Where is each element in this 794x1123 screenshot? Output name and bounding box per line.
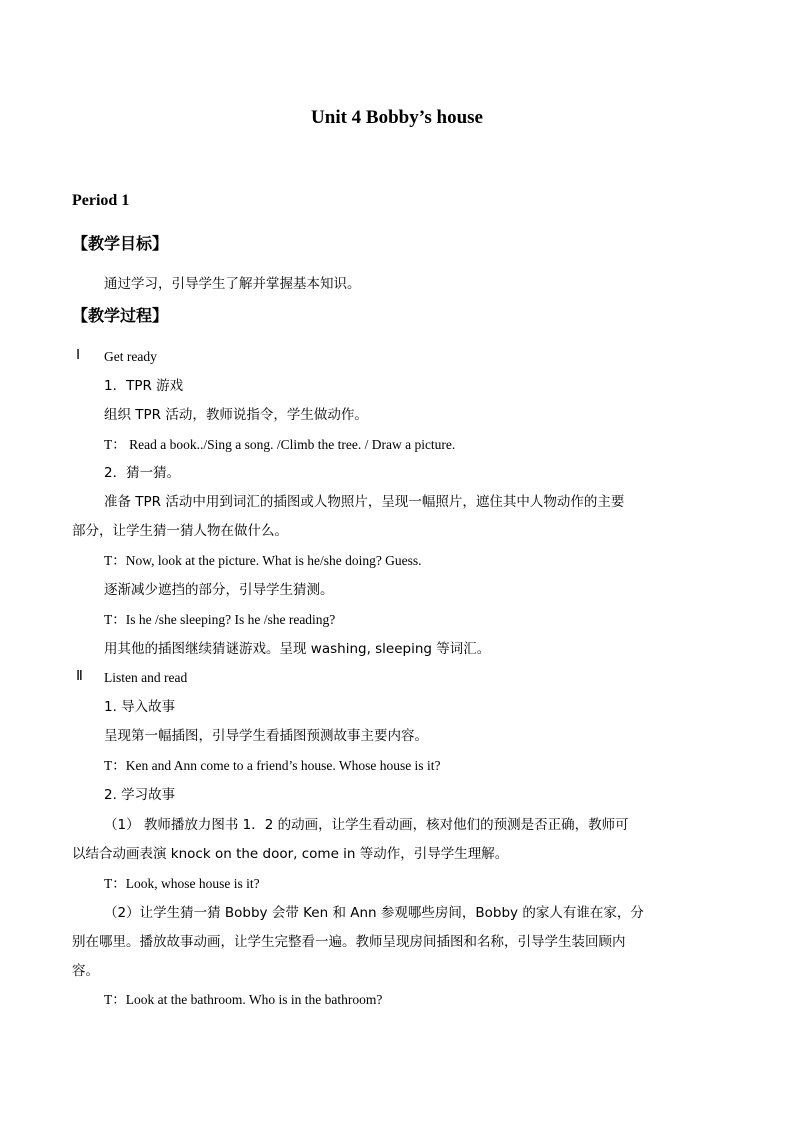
teaching-goal-text: 通过学习，引导学生了解并掌握基本知识。 (104, 276, 361, 292)
teaching-process-heading: 【教学过程】 (72, 306, 169, 325)
section-2-item: T：Look, whose house is it? (104, 876, 260, 891)
section-1-item: 部分，让学生猜一猜人物在做什么。 (72, 523, 288, 539)
section-1-item: 用其他的插图继续猜谜游戏。呈现 washing, sleeping 等词汇。 (104, 641, 491, 657)
section-1-item: T： Read a book../Sing a song. /Climb the tree. / Draw a picture. (104, 437, 456, 452)
document-title: Unit 4 Bobby’s house (311, 107, 483, 128)
section-2-item: 1. 导入故事 (104, 699, 176, 715)
teaching-goal-heading: 【教学目标】 (72, 234, 169, 253)
section-2-item: 容。 (72, 963, 99, 979)
section-1-item: T：Now, look at the picture. What is he/she doing? Guess. (104, 553, 422, 568)
section-2-item: T：Look at the bathroom. Who is in the bathroom? (104, 992, 383, 1007)
section-2-item: 呈现第一幅插图，引导学生看插图预测故事主要内容。 (104, 728, 428, 744)
section-2-item: 别在哪里。播放故事动画，让学生完整看一遍。教师呈现房间插图和名称，引导学生装回顾内 (72, 934, 626, 950)
section-2-item: 2. 学习故事 (104, 787, 176, 803)
section-2-item: （2）让学生猜一猜 Bobby 会带 Ken 和 Ann 参观哪些房间，Bobby 的家人有谁在家，分 (104, 905, 644, 921)
section-1-item: T：Is he /she sleeping? Is he /she reading? (104, 612, 336, 627)
section-1-item: 2．猜一猜。 (104, 465, 181, 481)
section-2-item: （1） 教师播放力图书 1．2 的动画，让学生看动画，核对他们的预测是否正确，教师可 (104, 817, 629, 833)
section-2-label: Listen and read (104, 670, 188, 685)
section-1-item: 逐渐减少遮挡的部分，引导学生猜测。 (104, 582, 334, 598)
section-1-item: 准备 TPR 活动中用到词汇的插图或人物照片，呈现一幅照片，遮住其中人物动作的主要 (104, 494, 625, 510)
section-2-item: 以结合动画表演 knock on the door, come in 等动作，引导学生理解。 (72, 846, 509, 862)
section-1-numeral: Ⅰ (76, 348, 81, 363)
section-2-item: T：Ken and Ann come to a friend’s house. Whose house is it? (104, 758, 441, 773)
section-1-item: 组织 TPR 活动，教师说指令，学生做动作。 (104, 407, 368, 423)
period-label: Period 1 (72, 192, 130, 209)
section-1-label: Get ready (104, 349, 157, 364)
section-1-item: 1．TPR 游戏 (104, 378, 184, 394)
section-2-numeral: Ⅱ (76, 669, 83, 684)
